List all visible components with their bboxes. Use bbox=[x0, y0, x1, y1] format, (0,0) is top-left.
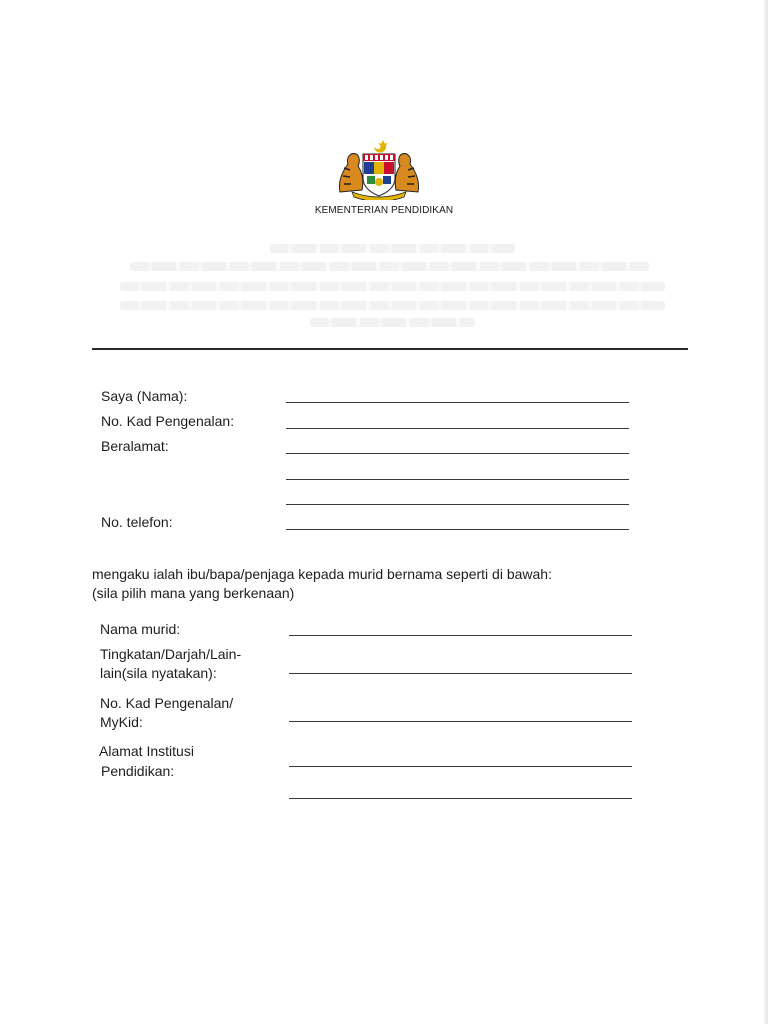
applicant-phone-field[interactable] bbox=[286, 529, 629, 530]
applicant-address-field-3[interactable] bbox=[286, 504, 629, 505]
student-level-label-line2: lain(sila nyatakan): bbox=[100, 665, 217, 681]
applicant-name-label: Saya (Nama): bbox=[101, 388, 188, 404]
declaration-statement: mengaku ialah ibu/bapa/penjaga kepada murid bernama seperti di bawah: bbox=[92, 566, 552, 582]
institution-address-label-line1: Alamat Institusi bbox=[99, 743, 194, 759]
institution-address-field-2[interactable] bbox=[289, 798, 632, 799]
student-ic-label-line1: No. Kad Pengenalan/ bbox=[100, 695, 234, 711]
student-name-field[interactable] bbox=[289, 635, 632, 636]
applicant-phone-label: No. telefon: bbox=[101, 514, 173, 530]
applicant-name-field[interactable] bbox=[286, 402, 629, 403]
institution-address-label-line2: Pendidikan: bbox=[101, 763, 175, 779]
institution-address-field-1[interactable] bbox=[289, 766, 632, 767]
student-ic-field[interactable] bbox=[289, 721, 632, 722]
declaration-instruction: (sila pilih mana yang berkenaan) bbox=[92, 585, 295, 601]
coat-of-arms-icon bbox=[334, 138, 424, 200]
student-ic-label-line2: MyKid: bbox=[100, 714, 143, 730]
applicant-address-label: Beralamat: bbox=[101, 438, 169, 454]
header-divider bbox=[92, 348, 688, 350]
applicant-ic-label: No. Kad Pengenalan: bbox=[101, 413, 235, 429]
applicant-ic-field[interactable] bbox=[286, 428, 629, 429]
page-edge-shadow bbox=[764, 0, 768, 1024]
student-level-label-line1: Tingkatan/Darjah/Lain- bbox=[100, 646, 242, 662]
applicant-address-field-1[interactable] bbox=[286, 453, 629, 454]
faded-title-block bbox=[120, 240, 665, 335]
applicant-address-field-2[interactable] bbox=[286, 479, 629, 480]
ministry-name: KEMENTERIAN PENDIDIKAN bbox=[314, 205, 454, 216]
student-level-field[interactable] bbox=[289, 673, 632, 674]
student-name-label: Nama murid: bbox=[100, 621, 181, 637]
